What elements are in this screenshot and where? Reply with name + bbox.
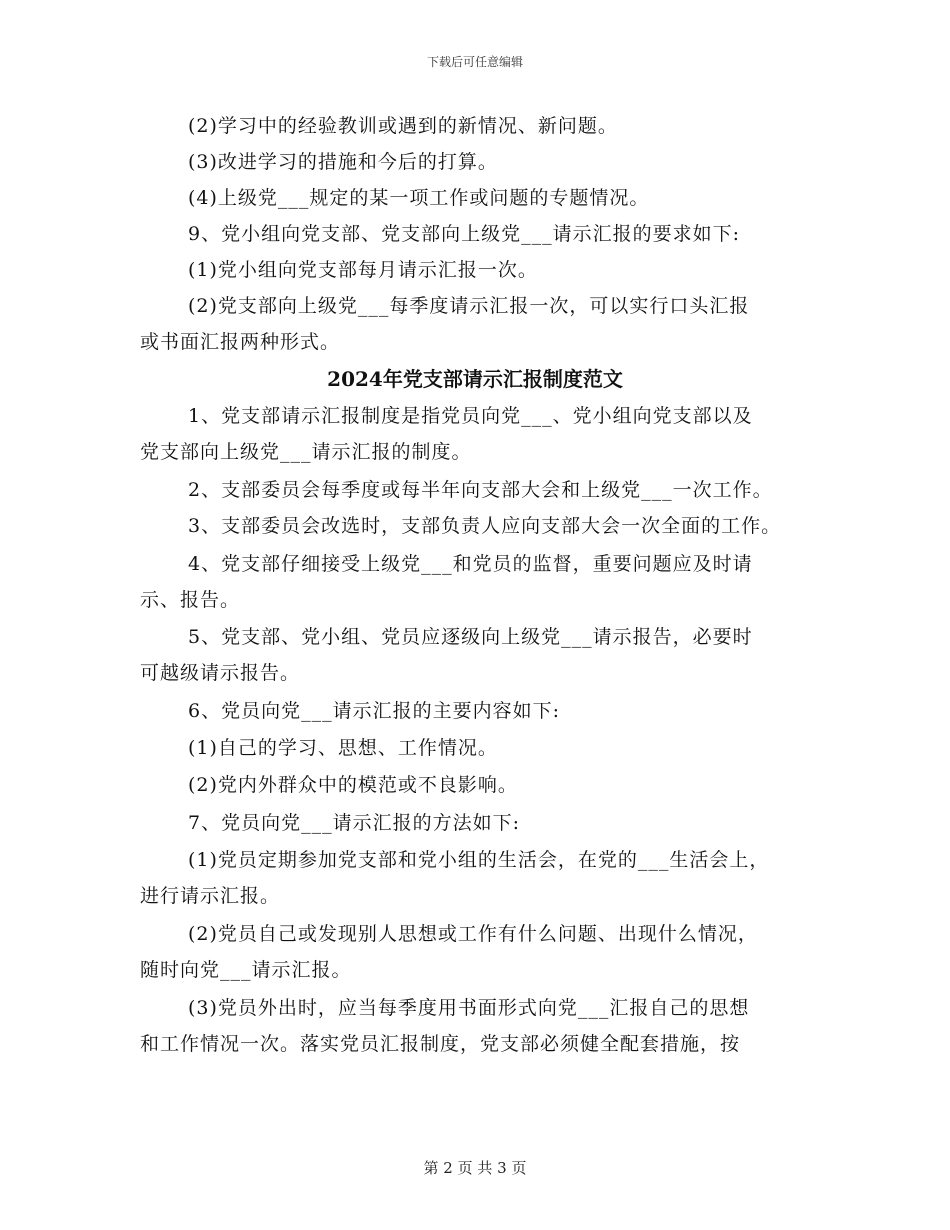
paragraph-line: 可越级请示报告。 (140, 662, 301, 684)
paragraph-line: (2)党员自己或发现别人思想或工作有什么问题、出现什么情况， (188, 923, 758, 945)
paragraph-line: (2)学习中的经验教训或遇到的新情况、新问题。 (188, 115, 618, 137)
paragraph-line: 随时向党___请示汇报。 (140, 959, 352, 981)
page-footer: 第 2 页 共 3 页 (423, 1159, 527, 1177)
paragraph-line: (2)党内外群众中的模范或不良影响。 (188, 774, 518, 796)
paragraph-line: (1)党小组向党支部每月请示汇报一次。 (188, 259, 538, 281)
paragraph-line: 7、党员向党___请示汇报的方法如下: (188, 812, 520, 834)
paragraph-line: 9、党小组向党支部、党支部向上级党___请示汇报的要求如下: (188, 223, 740, 245)
paragraph-line: (1)自己的学习、思想、工作情况。 (188, 737, 498, 759)
paragraph-line: (1)党员定期参加党支部和党小组的生活会，在党的___生活会上， (188, 849, 770, 871)
paragraph-line: 4、党支部仔细接受上级党___和党员的监督，重要问题应及时请 (188, 553, 753, 575)
paragraph-line: 6、党员向党___请示汇报的主要内容如下: (188, 700, 560, 722)
paragraph-line: (3)党员外出时，应当每季度用书面形式向党___汇报自己的思想 (188, 997, 750, 1019)
paragraph-line: (4)上级党___规定的某一项工作或问题的专题情况。 (188, 187, 650, 209)
paragraph-line: 1、党支部请示汇报制度是指党员向党___、党小组向党支部以及 (188, 405, 753, 427)
paragraph-line: 3、支部委员会改选时，支部负责人应向支部大会一次全面的工作。 (188, 515, 782, 537)
paragraph-line: 2、支部委员会每季度或每半年向支部大会和上级党___一次工作。 (188, 479, 773, 501)
paragraph-line: 或书面汇报两种形式。 (140, 331, 341, 353)
page-header: 下载后可任意编辑 (426, 55, 523, 69)
paragraph-line: 和工作情况一次。落实党员汇报制度，党支部必须健全配套措施，按 (140, 1033, 741, 1055)
paragraph-line: 进行请示汇报。 (140, 885, 281, 907)
paragraph-line: (2)党支部向上级党___每季度请示汇报一次，可以实行口头汇报 (188, 295, 750, 317)
paragraph-line: (3)改进学习的措施和今后的打算。 (188, 151, 498, 173)
paragraph-line: 示、报告。 (140, 589, 241, 611)
paragraph-line: 党支部向上级党___请示汇报的制度。 (140, 441, 472, 463)
paragraph-line: 5、党支部、党小组、党员应逐级向上级党___请示报告，必要时 (188, 626, 753, 648)
section-title: 2024年党支部请示汇报制度范文 (327, 367, 623, 391)
